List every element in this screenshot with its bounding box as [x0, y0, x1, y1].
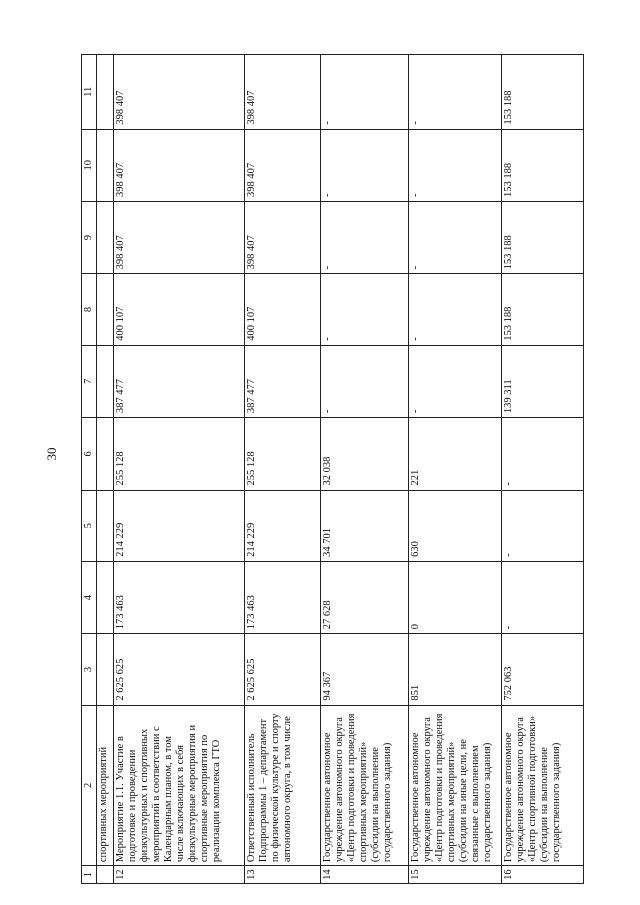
table-row	[245, 55, 321, 884]
value-cell: 255 128	[245, 418, 321, 490]
table-row	[409, 55, 502, 884]
value-cell	[97, 201, 114, 273]
value-cell: -	[409, 129, 502, 201]
value-cell: 173 463	[245, 561, 321, 633]
description-cell: Мероприятие 1.1. Участие в подготовке и проведении физкультурных и спортивных мероприятий в соответствии с Календарным планом, в том числе включающих в себя физкультурные мероприятия и спортивные мероприятия по реализации комплекса ГТО	[114, 705, 245, 866]
value-cell: 153 188	[502, 129, 584, 201]
value-cell: 387 477	[114, 345, 245, 417]
value-cell: 630	[409, 490, 502, 561]
description-cell: Государственное автономное учреждение автономного округа «Центр спортивной подготовки» (субсидии на выполнение государственного задания)	[502, 705, 584, 866]
value-cell: 214 229	[114, 490, 245, 561]
value-cell	[97, 345, 114, 417]
value-cell: -	[321, 345, 409, 417]
page-number: 30	[44, 447, 59, 461]
value-cell: -	[321, 201, 409, 273]
row-number-cell: 13	[245, 866, 321, 884]
value-cell: 398 407	[114, 129, 245, 201]
value-cell: 153 188	[502, 55, 584, 130]
value-cell: -	[321, 129, 409, 201]
table-row	[114, 55, 245, 884]
value-cell: -	[321, 274, 409, 345]
value-cell: 0	[409, 561, 502, 633]
value-cell: 173 463	[114, 561, 245, 633]
table-row	[502, 55, 584, 884]
value-cell	[97, 561, 114, 633]
value-cell: 34 701	[321, 490, 409, 561]
value-cell: 398 407	[245, 129, 321, 201]
value-cell: 398 407	[114, 201, 245, 273]
row-number-cell: 16	[502, 866, 584, 884]
value-cell	[97, 274, 114, 345]
header-row	[82, 55, 97, 884]
value-cell: 255 128	[114, 418, 245, 490]
header-cell: 4	[82, 561, 97, 633]
value-cell: 387 477	[245, 345, 321, 417]
value-cell: -	[321, 55, 409, 130]
header-cell: 5	[82, 490, 97, 561]
row-number-cell: 12	[114, 866, 245, 884]
continuation-row	[97, 55, 114, 884]
value-cell: 221	[409, 418, 502, 490]
value-cell: 398 407	[245, 201, 321, 273]
header-cell: 11	[82, 55, 97, 130]
header-cell: 3	[82, 634, 97, 705]
description-cell: спортивных мероприятий	[97, 705, 114, 866]
header-cell: 6	[82, 418, 97, 490]
description-cell: Ответственный исполнитель Подпрограммы 1 – департамент по физической культуре и спорту автономного округа, в том числе	[245, 705, 321, 866]
value-cell: 214 229	[245, 490, 321, 561]
value-cell: -	[502, 561, 584, 633]
row-number-cell: 15	[409, 866, 502, 884]
description-cell: Государственное автономное учреждение автономного округа «Центр подготовки и проведения спортивных мероприятий» (субсидии на выполнение государственного задания)	[321, 705, 409, 866]
value-cell: 2 625 625	[114, 634, 245, 705]
value-cell: 139 311	[502, 345, 584, 417]
value-cell	[97, 490, 114, 561]
value-cell	[97, 634, 114, 705]
value-cell: 851	[409, 634, 502, 705]
header-cell: 7	[82, 345, 97, 417]
budget-table	[81, 54, 584, 884]
value-cell: -	[409, 345, 502, 417]
value-cell: -	[502, 418, 584, 490]
value-cell: 153 188	[502, 274, 584, 345]
value-cell: 153 188	[502, 201, 584, 273]
value-cell: 398 407	[245, 55, 321, 130]
value-cell: 94 367	[321, 634, 409, 705]
value-cell: -	[409, 55, 502, 130]
header-cell: 8	[82, 274, 97, 345]
header-cell: 9	[82, 201, 97, 273]
value-cell: -	[409, 274, 502, 345]
row-number-cell	[97, 866, 114, 884]
rotated-table-container	[81, 54, 579, 884]
table-row	[321, 55, 409, 884]
value-cell: 400 107	[114, 274, 245, 345]
value-cell: 32 038	[321, 418, 409, 490]
row-number-cell: 14	[321, 866, 409, 884]
value-cell: 27 628	[321, 561, 409, 633]
header-cell: 10	[82, 129, 97, 201]
value-cell	[97, 55, 114, 130]
value-cell	[97, 129, 114, 201]
value-cell: 752 063	[502, 634, 584, 705]
value-cell: -	[409, 201, 502, 273]
header-cell: 1	[82, 866, 97, 884]
value-cell: 2 625 625	[245, 634, 321, 705]
value-cell: -	[502, 490, 584, 561]
description-cell: Государственное автономное учреждение автономного округа «Центр подготовки и проведения спортивных мероприятий» (субсидии на иные цели, не связанные с выполнением государственного задания)	[409, 705, 502, 866]
value-cell: 400 107	[245, 274, 321, 345]
header-cell: 2	[82, 705, 97, 866]
value-cell: 398 407	[114, 55, 245, 130]
value-cell	[97, 418, 114, 490]
